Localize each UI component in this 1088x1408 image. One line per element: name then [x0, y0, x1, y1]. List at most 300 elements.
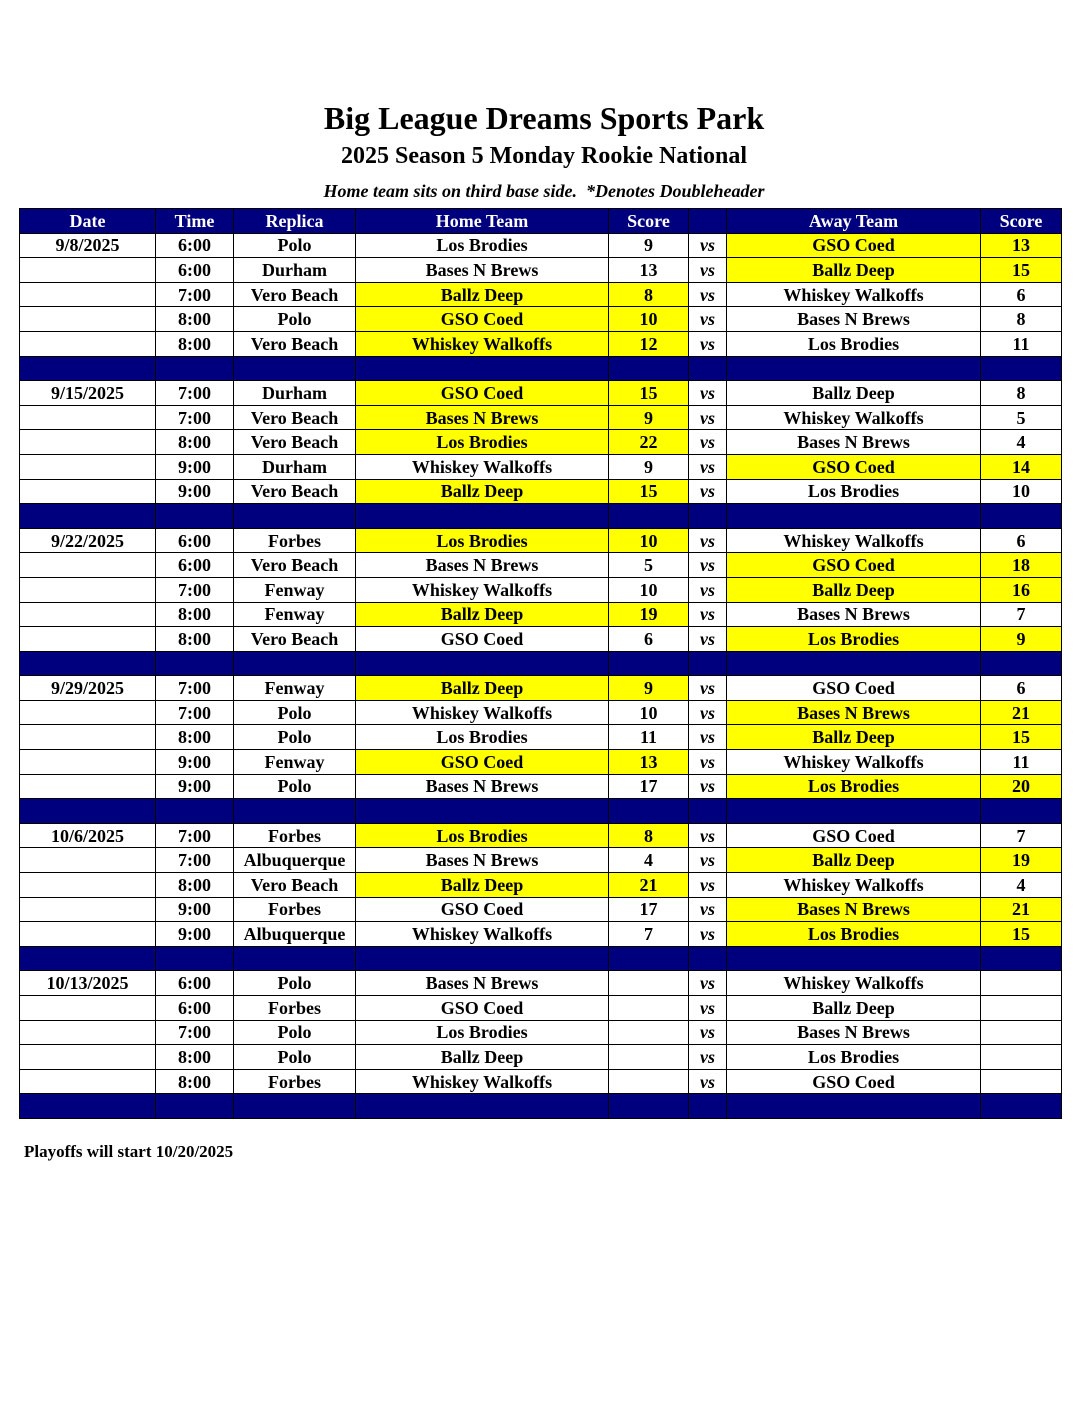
home-score-cell: 9 [609, 454, 689, 479]
home-team-cell: Whiskey Walkoffs [356, 577, 609, 602]
date-cell [20, 996, 156, 1021]
away-score-cell: 11 [981, 331, 1062, 356]
away-score-cell [981, 1069, 1062, 1094]
away-team-cell: Bases N Brews [727, 307, 981, 332]
date-cell [20, 873, 156, 898]
week-separator-row [20, 946, 1062, 971]
separator-cell [609, 946, 689, 971]
time-cell: 8:00 [156, 331, 234, 356]
home-score-cell: 17 [609, 774, 689, 799]
separator-cell [981, 651, 1062, 676]
separator-cell [689, 946, 727, 971]
header-row [20, 209, 1062, 234]
date-cell [20, 848, 156, 873]
time-cell: 9:00 [156, 897, 234, 922]
away-score-cell [981, 1045, 1062, 1070]
vs-cell: vs [689, 282, 727, 307]
doubleheader-note: *Denotes Doubleheader [586, 181, 765, 201]
home-team-cell: GSO Coed [356, 897, 609, 922]
away-team-cell: Ballz Deep [727, 848, 981, 873]
home-team-cell: Whiskey Walkoffs [356, 700, 609, 725]
time-cell: 7:00 [156, 676, 234, 701]
away-team-cell: GSO Coed [727, 676, 981, 701]
away-team-cell: Bases N Brews [727, 897, 981, 922]
week-separator-row [20, 799, 1062, 824]
time-cell: 9:00 [156, 922, 234, 947]
away-team-cell: Bases N Brews [727, 1020, 981, 1045]
home-score-cell: 4 [609, 848, 689, 873]
away-team-cell: Los Brodies [727, 1045, 981, 1070]
vs-cell: vs [689, 996, 727, 1021]
home-team-cell: Ballz Deep [356, 1045, 609, 1070]
time-cell: 7:00 [156, 405, 234, 430]
separator-cell [609, 799, 689, 824]
home-team-cell: Bases N Brews [356, 848, 609, 873]
table-row [20, 430, 1062, 455]
table-row [20, 1020, 1062, 1045]
away-team-cell: Los Brodies [727, 331, 981, 356]
replica-cell: Polo [234, 774, 356, 799]
separator-cell [689, 651, 727, 676]
home-score-cell: 10 [609, 307, 689, 332]
separator-cell [156, 504, 234, 529]
away-team-cell: GSO Coed [727, 553, 981, 578]
time-cell: 6:00 [156, 996, 234, 1021]
away-team-cell: Ballz Deep [727, 577, 981, 602]
away-team-cell: Whiskey Walkoffs [727, 405, 981, 430]
separator-cell [356, 946, 609, 971]
table-row [20, 971, 1062, 996]
home-score-cell: 17 [609, 897, 689, 922]
time-cell: 9:00 [156, 750, 234, 775]
table-row [20, 233, 1062, 258]
home-team-cell: Ballz Deep [356, 873, 609, 898]
replica-cell: Polo [234, 307, 356, 332]
separator-cell [156, 946, 234, 971]
away-score-cell: 8 [981, 381, 1062, 406]
date-cell [20, 405, 156, 430]
date-cell [20, 454, 156, 479]
date-cell: 9/22/2025 [20, 528, 156, 553]
home-score-cell [609, 1020, 689, 1045]
time-cell: 8:00 [156, 602, 234, 627]
separator-cell [20, 799, 156, 824]
week-separator-row [20, 651, 1062, 676]
separator-cell [689, 504, 727, 529]
table-row [20, 381, 1062, 406]
home-team-cell: Bases N Brews [356, 553, 609, 578]
home-team-cell: GSO Coed [356, 750, 609, 775]
date-cell [20, 331, 156, 356]
away-score-cell: 6 [981, 528, 1062, 553]
date-cell [20, 1020, 156, 1045]
replica-cell: Vero Beach [234, 873, 356, 898]
replica-cell: Albuquerque [234, 922, 356, 947]
vs-cell: vs [689, 1020, 727, 1045]
home-score-cell [609, 971, 689, 996]
home-score-cell: 13 [609, 258, 689, 283]
home-score-cell: 13 [609, 750, 689, 775]
home-score-cell: 10 [609, 700, 689, 725]
date-cell [20, 774, 156, 799]
separator-cell [20, 946, 156, 971]
replica-cell: Polo [234, 1020, 356, 1045]
away-team-cell: GSO Coed [727, 233, 981, 258]
away-team-cell: Ballz Deep [727, 996, 981, 1021]
separator-cell [156, 1094, 234, 1119]
time-cell: 7:00 [156, 700, 234, 725]
separator-cell [234, 799, 356, 824]
home-team-cell: Whiskey Walkoffs [356, 331, 609, 356]
replica-cell: Forbes [234, 1069, 356, 1094]
table-row [20, 1069, 1062, 1094]
home-score-cell: 15 [609, 479, 689, 504]
replica-cell: Durham [234, 381, 356, 406]
time-cell: 8:00 [156, 430, 234, 455]
home-team-cell: Bases N Brews [356, 258, 609, 283]
week-separator-row [20, 504, 1062, 529]
schedule-note [0, 181, 1088, 202]
away-score-cell: 4 [981, 873, 1062, 898]
away-score-cell: 18 [981, 553, 1062, 578]
separator-cell [234, 504, 356, 529]
home-team-cell: Ballz Deep [356, 676, 609, 701]
time-cell: 8:00 [156, 307, 234, 332]
replica-cell: Vero Beach [234, 627, 356, 652]
vs-cell: vs [689, 676, 727, 701]
col-away-team: Away Team [727, 209, 981, 234]
date-cell [20, 1069, 156, 1094]
separator-cell [727, 356, 981, 381]
time-cell: 8:00 [156, 627, 234, 652]
time-cell: 7:00 [156, 282, 234, 307]
home-team-cell: Los Brodies [356, 823, 609, 848]
separator-cell [234, 1094, 356, 1119]
away-score-cell: 6 [981, 676, 1062, 701]
away-score-cell: 15 [981, 258, 1062, 283]
vs-cell: vs [689, 750, 727, 775]
away-team-cell: Whiskey Walkoffs [727, 282, 981, 307]
date-cell: 10/6/2025 [20, 823, 156, 848]
table-row [20, 528, 1062, 553]
vs-cell: vs [689, 873, 727, 898]
away-score-cell: 16 [981, 577, 1062, 602]
replica-cell: Forbes [234, 996, 356, 1021]
home-team-cell: Whiskey Walkoffs [356, 922, 609, 947]
home-score-cell: 11 [609, 725, 689, 750]
table-row [20, 750, 1062, 775]
home-team-cell: Los Brodies [356, 233, 609, 258]
away-score-cell: 10 [981, 479, 1062, 504]
away-team-cell: Whiskey Walkoffs [727, 971, 981, 996]
col-away-score: Score [981, 209, 1062, 234]
away-score-cell: 13 [981, 233, 1062, 258]
home-team-cell: Los Brodies [356, 430, 609, 455]
table-row [20, 479, 1062, 504]
date-cell [20, 430, 156, 455]
away-score-cell: 20 [981, 774, 1062, 799]
table-row [20, 454, 1062, 479]
replica-cell: Fenway [234, 577, 356, 602]
separator-cell [689, 799, 727, 824]
separator-cell [234, 356, 356, 381]
away-score-cell: 6 [981, 282, 1062, 307]
home-score-cell: 9 [609, 233, 689, 258]
away-team-cell: Los Brodies [727, 627, 981, 652]
away-team-cell: Ballz Deep [727, 381, 981, 406]
time-cell: 9:00 [156, 774, 234, 799]
replica-cell: Polo [234, 233, 356, 258]
home-team-cell: GSO Coed [356, 307, 609, 332]
away-team-cell: Whiskey Walkoffs [727, 750, 981, 775]
home-team-cell: GSO Coed [356, 996, 609, 1021]
home-team-cell: Los Brodies [356, 1020, 609, 1045]
home-score-cell: 12 [609, 331, 689, 356]
replica-cell: Vero Beach [234, 405, 356, 430]
vs-cell: vs [689, 823, 727, 848]
away-team-cell: Bases N Brews [727, 700, 981, 725]
away-score-cell [981, 1020, 1062, 1045]
home-score-cell: 10 [609, 577, 689, 602]
table-row [20, 996, 1062, 1021]
home-score-cell: 8 [609, 282, 689, 307]
vs-cell: vs [689, 553, 727, 578]
separator-cell [20, 356, 156, 381]
table-row [20, 258, 1062, 283]
separator-cell [609, 356, 689, 381]
separator-cell [234, 651, 356, 676]
date-cell: 9/15/2025 [20, 381, 156, 406]
week-separator-row [20, 1094, 1062, 1119]
home-team-cell: Ballz Deep [356, 602, 609, 627]
time-cell: 7:00 [156, 381, 234, 406]
separator-cell [234, 946, 356, 971]
away-score-cell: 15 [981, 922, 1062, 947]
replica-cell: Polo [234, 1045, 356, 1070]
col-home-team: Home Team [356, 209, 609, 234]
separator-cell [156, 356, 234, 381]
time-cell: 8:00 [156, 725, 234, 750]
col-vs [689, 209, 727, 234]
date-cell [20, 577, 156, 602]
replica-cell: Polo [234, 971, 356, 996]
table-row [20, 774, 1062, 799]
vs-cell: vs [689, 454, 727, 479]
date-cell: 10/13/2025 [20, 971, 156, 996]
home-team-cell: Los Brodies [356, 725, 609, 750]
page-title: Big League Dreams Sports Park [323, 100, 765, 136]
separator-cell [609, 1094, 689, 1119]
vs-cell: vs [689, 602, 727, 627]
home-score-cell: 9 [609, 676, 689, 701]
table-row [20, 282, 1062, 307]
separator-cell [981, 356, 1062, 381]
separator-cell [727, 799, 981, 824]
separator-cell [609, 651, 689, 676]
replica-cell: Forbes [234, 823, 356, 848]
replica-cell: Albuquerque [234, 848, 356, 873]
date-cell [20, 1045, 156, 1070]
date-cell [20, 897, 156, 922]
separator-cell [689, 1094, 727, 1119]
away-score-cell [981, 971, 1062, 996]
schedule-table [19, 208, 1062, 1119]
away-score-cell: 15 [981, 725, 1062, 750]
vs-cell: vs [689, 700, 727, 725]
time-cell: 7:00 [156, 577, 234, 602]
away-score-cell: 7 [981, 602, 1062, 627]
vs-cell: vs [689, 725, 727, 750]
time-cell: 8:00 [156, 1045, 234, 1070]
date-cell [20, 627, 156, 652]
col-replica: Replica [234, 209, 356, 234]
time-cell: 8:00 [156, 873, 234, 898]
replica-cell: Fenway [234, 750, 356, 775]
date-cell [20, 553, 156, 578]
date-cell [20, 307, 156, 332]
away-team-cell: GSO Coed [727, 1069, 981, 1094]
time-cell: 9:00 [156, 454, 234, 479]
time-cell: 9:00 [156, 479, 234, 504]
home-team-cell: Ballz Deep [356, 479, 609, 504]
away-team-cell: GSO Coed [727, 823, 981, 848]
time-cell: 6:00 [156, 528, 234, 553]
home-team-cell: Bases N Brews [356, 405, 609, 430]
separator-cell [20, 651, 156, 676]
vs-cell: vs [689, 331, 727, 356]
separator-cell [981, 946, 1062, 971]
away-team-cell: Bases N Brews [727, 602, 981, 627]
away-score-cell: 14 [981, 454, 1062, 479]
date-cell: 9/29/2025 [20, 676, 156, 701]
vs-cell: vs [689, 848, 727, 873]
home-team-cell: Bases N Brews [356, 774, 609, 799]
playoffs-note: Playoffs will start 10/20/2025 [24, 1142, 234, 1161]
vs-cell: vs [689, 307, 727, 332]
away-team-cell: Bases N Brews [727, 430, 981, 455]
separator-cell [727, 946, 981, 971]
away-team-cell: GSO Coed [727, 454, 981, 479]
separator-cell [981, 799, 1062, 824]
vs-cell: vs [689, 627, 727, 652]
separator-cell [727, 651, 981, 676]
vs-cell: vs [689, 897, 727, 922]
separator-cell [727, 504, 981, 529]
replica-cell: Vero Beach [234, 430, 356, 455]
home-team-note: Home team sits on third base side. [323, 181, 577, 201]
week-separator-row [20, 356, 1062, 381]
home-score-cell [609, 1069, 689, 1094]
col-time: Time [156, 209, 234, 234]
away-score-cell: 19 [981, 848, 1062, 873]
vs-cell: vs [689, 528, 727, 553]
page-subtitle: 2025 Season 5 Monday Rookie National [340, 143, 748, 169]
separator-cell [356, 1094, 609, 1119]
date-cell [20, 258, 156, 283]
home-score-cell: 6 [609, 627, 689, 652]
home-team-cell: Ballz Deep [356, 282, 609, 307]
table-row [20, 725, 1062, 750]
home-score-cell [609, 996, 689, 1021]
separator-cell [356, 356, 609, 381]
table-row [20, 922, 1062, 947]
replica-cell: Fenway [234, 676, 356, 701]
time-cell: 7:00 [156, 823, 234, 848]
replica-cell: Vero Beach [234, 282, 356, 307]
vs-cell: vs [689, 405, 727, 430]
replica-cell: Forbes [234, 528, 356, 553]
table-row [20, 676, 1062, 701]
table-row [20, 331, 1062, 356]
date-cell [20, 700, 156, 725]
separator-cell [689, 356, 727, 381]
away-team-cell: Los Brodies [727, 479, 981, 504]
vs-cell: vs [689, 430, 727, 455]
time-cell: 6:00 [156, 971, 234, 996]
replica-cell: Vero Beach [234, 479, 356, 504]
vs-cell: vs [689, 577, 727, 602]
table-row [20, 1045, 1062, 1070]
time-cell: 7:00 [156, 1020, 234, 1045]
away-team-cell: Los Brodies [727, 922, 981, 947]
table-row [20, 307, 1062, 332]
home-score-cell: 9 [609, 405, 689, 430]
away-score-cell: 9 [981, 627, 1062, 652]
table-row [20, 553, 1062, 578]
home-score-cell: 22 [609, 430, 689, 455]
time-cell: 6:00 [156, 553, 234, 578]
replica-cell: Vero Beach [234, 331, 356, 356]
date-cell [20, 922, 156, 947]
table-row [20, 405, 1062, 430]
away-score-cell: 5 [981, 405, 1062, 430]
replica-cell: Vero Beach [234, 553, 356, 578]
vs-cell: vs [689, 479, 727, 504]
separator-cell [981, 504, 1062, 529]
replica-cell: Forbes [234, 897, 356, 922]
separator-cell [981, 1094, 1062, 1119]
table-row [20, 602, 1062, 627]
home-team-cell: GSO Coed [356, 627, 609, 652]
table-row [20, 823, 1062, 848]
away-team-cell: Whiskey Walkoffs [727, 873, 981, 898]
replica-cell: Fenway [234, 602, 356, 627]
replica-cell: Durham [234, 258, 356, 283]
separator-cell [20, 504, 156, 529]
away-score-cell: 21 [981, 897, 1062, 922]
replica-cell: Polo [234, 725, 356, 750]
vs-cell: vs [689, 922, 727, 947]
home-score-cell: 15 [609, 381, 689, 406]
separator-cell [156, 651, 234, 676]
away-score-cell [981, 996, 1062, 1021]
separator-cell [356, 651, 609, 676]
date-cell [20, 725, 156, 750]
table-row [20, 897, 1062, 922]
away-score-cell: 7 [981, 823, 1062, 848]
vs-cell: vs [689, 1045, 727, 1070]
col-date: Date [20, 209, 156, 234]
home-team-cell: GSO Coed [356, 381, 609, 406]
separator-cell [356, 799, 609, 824]
home-score-cell: 19 [609, 602, 689, 627]
away-score-cell: 11 [981, 750, 1062, 775]
separator-cell [727, 1094, 981, 1119]
away-score-cell: 8 [981, 307, 1062, 332]
home-score-cell: 10 [609, 528, 689, 553]
table-row [20, 577, 1062, 602]
date-cell [20, 282, 156, 307]
